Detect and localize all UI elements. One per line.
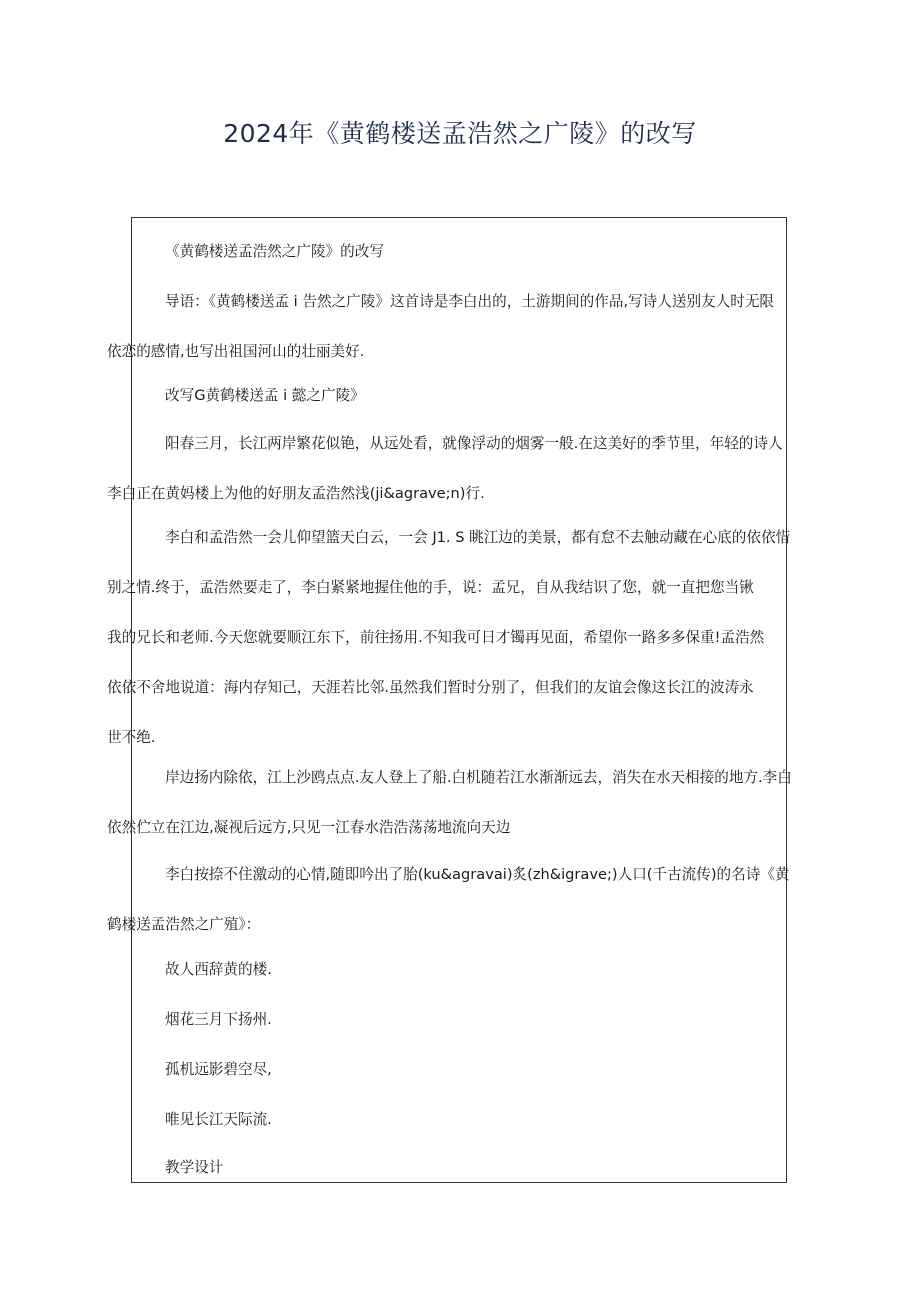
poem-line-3 [136, 1045, 786, 1095]
text-line: 教学设计 [165, 1159, 224, 1176]
text-line: 李白和孟浩然一会儿仰望篮天白云，一会 J1. S 眺江边的美景，都有怠不去触动藏在心底的依依惜 [165, 529, 791, 546]
text-line: 我的兄长和老师.今天您就要顺江东下，前往扬用.不知我可日才镯再见面，希望你一路多多保重!孟浩然 [107, 629, 765, 646]
text-line: 唯见长江天际流. [165, 1111, 272, 1128]
text-line: 依依不舍地说道：海内存知己，天涯若比邻.虽然我们暂时分别了，但我们的友谊会像这长江的波涛永 [107, 679, 754, 696]
text-line: 导语：《黄鹤楼送孟 i 告然之广陵》这首诗是李白出的，土游期间的作品,写诗人送别友人时无限 [165, 293, 775, 310]
paragraph-shore [107, 753, 792, 853]
paragraph-heading [136, 227, 786, 277]
text-line: 李白正在黄妈楼上为他的好朋友孟浩然浅(ji&agrave;n)行. [107, 485, 485, 502]
text-line: 故人西辞黄的楼. [165, 961, 272, 978]
text-line: 李白按捺不住激动的心情,随即吟出了胎(ku&agravai)炙(zh&igrave;)人口(千古流传)的名诗《黄 [165, 866, 790, 883]
text-line: 依恋的感情,也写出祖国河山的壮丽美好. [107, 343, 365, 360]
paragraph-spring [107, 419, 786, 519]
text-line: 烟花三月下扬州. [165, 1011, 272, 1028]
poem-line-4 [136, 1095, 786, 1145]
paragraph-intro [107, 277, 786, 377]
poem-line-2 [136, 995, 786, 1045]
text-line: 世不绝. [107, 729, 156, 746]
poem-line-1 [136, 945, 786, 995]
text-line: 改写G黄鹤楼送孟 i 懿之广陵》 [165, 387, 365, 404]
text-line: 鹤楼送孟浩然之广殖》： [107, 916, 261, 933]
paragraph-subtitle [136, 371, 786, 421]
text-line: 阳春三月，长江两岸繁花似铯，从远处看，就像浮动的烟雾一般.在这美好的季节里，年轻的诗人 [165, 435, 783, 452]
content-box [107, 217, 792, 1183]
paragraph-farewell [107, 513, 791, 763]
paragraph-poem-intro [107, 850, 790, 950]
paragraph-teaching-design [136, 1143, 786, 1193]
text-line: 别之情.终于，孟浩然要走了，李白紧紧地握住他的手，说：孟兄，自从我结识了您，就一直把您当锹 [107, 579, 754, 596]
text-line: 岸边扬内除依，江上沙鸥点点.友人登上了船.白机随若江水渐渐远去，消失在水天相接的地方.李白 [165, 769, 792, 786]
text-line: 《黄鹤楼送孟浩然之广陵》的改写 [165, 243, 384, 260]
text-line: 依然伫立在江边,凝视后远方,只见一江春水浩浩荡荡地流向天边 [107, 819, 511, 836]
document-title: 2024年《黄鹤楼送孟浩然之广陵》的改写 [223, 119, 697, 148]
text-line: 孤机远影碧空尽, [165, 1061, 272, 1078]
